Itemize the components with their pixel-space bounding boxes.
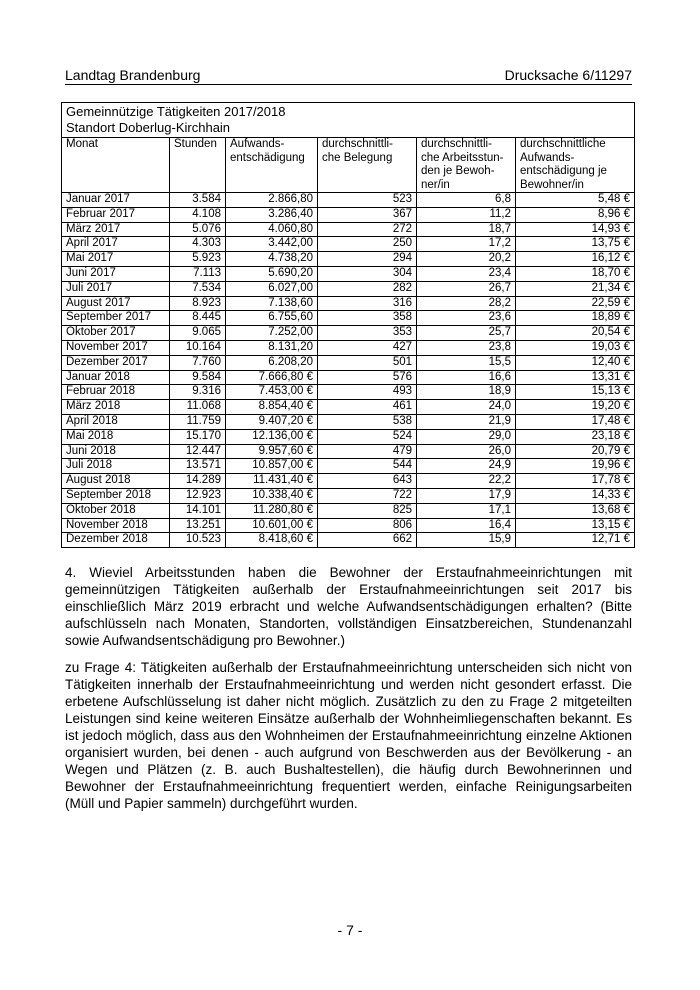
month-cell: März 2018 (62, 400, 170, 415)
month-cell: April 2018 (62, 414, 170, 429)
value-cell: 806 (318, 518, 417, 533)
value-cell: 23,18 € (516, 429, 635, 444)
value-cell: 14,33 € (516, 488, 635, 503)
value-cell: 576 (318, 370, 417, 385)
value-cell: 3.442,00 (226, 237, 318, 252)
table-row (62, 414, 635, 429)
value-cell: 282 (318, 281, 417, 296)
value-cell: 524 (318, 429, 417, 444)
value-cell: 10.164 (170, 340, 226, 355)
value-cell: 11,2 (417, 207, 516, 222)
value-cell: 427 (318, 340, 417, 355)
table-row (62, 281, 635, 296)
value-cell: 825 (318, 503, 417, 518)
table-row (62, 340, 635, 355)
value-cell: 24,9 (417, 459, 516, 474)
value-cell: 523 (318, 193, 417, 208)
value-cell: 19,20 € (516, 400, 635, 415)
value-cell: 16,12 € (516, 252, 635, 267)
table-title-line1: Gemeinnützige Tätigkeiten 2017/2018 (66, 104, 286, 119)
value-cell: 23,4 (417, 266, 516, 281)
value-cell: 8.854,40 € (226, 400, 318, 415)
header-document-number: Drucksache 6/11297 (504, 67, 632, 83)
value-cell: 13,15 € (516, 518, 635, 533)
value-cell: 12.447 (170, 444, 226, 459)
value-cell: 3.584 (170, 193, 226, 208)
page-header (65, 66, 632, 84)
value-cell: 23,8 (417, 340, 516, 355)
table-row (62, 400, 635, 415)
value-cell: 22,2 (417, 474, 516, 489)
value-cell: 25,7 (417, 326, 516, 341)
value-cell: 4.738,20 (226, 252, 318, 267)
table-row (62, 222, 635, 237)
table-row (62, 355, 635, 370)
table-row (62, 252, 635, 267)
value-cell: 7.113 (170, 266, 226, 281)
value-cell: 17,48 € (516, 414, 635, 429)
value-cell: 12,71 € (516, 533, 635, 548)
month-cell: Juli 2017 (62, 281, 170, 296)
value-cell: 18,7 (417, 222, 516, 237)
value-cell: 28,2 (417, 296, 516, 311)
value-cell: 12,40 € (516, 355, 635, 370)
value-cell: 24,0 (417, 400, 516, 415)
value-cell: 316 (318, 296, 417, 311)
value-cell: 643 (318, 474, 417, 489)
value-cell: 13,31 € (516, 370, 635, 385)
header-parliament-name: Landtag Brandenburg (65, 67, 201, 83)
month-cell: Januar 2017 (62, 193, 170, 208)
table-row (62, 311, 635, 326)
column-header: Monat (62, 138, 170, 193)
value-cell: 20,54 € (516, 326, 635, 341)
value-cell: 16,6 (417, 370, 516, 385)
header-rule (65, 84, 632, 85)
value-cell: 5.076 (170, 222, 226, 237)
value-cell: 19,96 € (516, 459, 635, 474)
value-cell: 11.431,40 € (226, 474, 318, 489)
value-cell: 7.453,00 € (226, 385, 318, 400)
value-cell: 15.170 (170, 429, 226, 444)
value-cell: 7.666,80 € (226, 370, 318, 385)
value-cell: 4.060,80 (226, 222, 318, 237)
table-row (62, 370, 635, 385)
value-cell: 15,13 € (516, 385, 635, 400)
column-header: durchschnittliche Aufwands- entschädigung je Bewohner/in (516, 138, 635, 193)
value-cell: 9.407,20 € (226, 414, 318, 429)
table-title-line2: Standort Doberlug-Kirchhain (66, 120, 231, 135)
value-cell: 7.138,60 (226, 296, 318, 311)
value-cell: 501 (318, 355, 417, 370)
table-row (62, 474, 635, 489)
value-cell: 10.857,00 € (226, 459, 318, 474)
value-cell: 18,89 € (516, 311, 635, 326)
table-title (62, 103, 635, 138)
month-cell: August 2017 (62, 296, 170, 311)
table-row (62, 385, 635, 400)
value-cell: 17,9 (417, 488, 516, 503)
value-cell: 21,34 € (516, 281, 635, 296)
value-cell: 12.136,00 € (226, 429, 318, 444)
value-cell: 722 (318, 488, 417, 503)
table-row (62, 237, 635, 252)
value-cell: 13,68 € (516, 503, 635, 518)
value-cell: 9.584 (170, 370, 226, 385)
activities-table (61, 102, 635, 548)
value-cell: 8.445 (170, 311, 226, 326)
question-4: 4. Wieviel Arbeitsstunden haben die Bewohner der Erstaufnahmeeinrichtungen mit gemeinnützigen Tätigkeiten außerhalb der Erstaufnahmeeinrichtungen seit 2017 bis einschließlich März 2019 erbracht und welche Aufwandsentschädigungen erhalten? (Bitte aufschlüsseln nach Monaten, Standorten, vollständigen Einsatzbereichen, Stundenanzahl sowie Aufwandsentschädigung pro Bewohner.) (65, 565, 632, 648)
month-cell: Mai 2018 (62, 429, 170, 444)
value-cell: 13.251 (170, 518, 226, 533)
value-cell: 5,48 € (516, 193, 635, 208)
value-cell: 461 (318, 400, 417, 415)
table-row (62, 326, 635, 341)
value-cell: 9.957,60 € (226, 444, 318, 459)
value-cell: 4.108 (170, 207, 226, 222)
table-row (62, 444, 635, 459)
value-cell: 6.027,00 (226, 281, 318, 296)
month-cell: Mai 2017 (62, 252, 170, 267)
value-cell: 11.759 (170, 414, 226, 429)
value-cell: 11.068 (170, 400, 226, 415)
value-cell: 6.208,20 (226, 355, 318, 370)
value-cell: 17,78 € (516, 474, 635, 489)
month-cell: Juni 2018 (62, 444, 170, 459)
value-cell: 6,8 (417, 193, 516, 208)
value-cell: 10.523 (170, 533, 226, 548)
value-cell: 6.755,60 (226, 311, 318, 326)
value-cell: 358 (318, 311, 417, 326)
table-row (62, 296, 635, 311)
value-cell: 8.923 (170, 296, 226, 311)
value-cell: 544 (318, 459, 417, 474)
value-cell: 5.690,20 (226, 266, 318, 281)
table-row (62, 266, 635, 281)
table-row (62, 518, 635, 533)
value-cell: 8.131,20 (226, 340, 318, 355)
month-cell: Dezember 2018 (62, 533, 170, 548)
answer-4: zu Frage 4: Tätigkeiten außerhalb der Erstaufnahmeeinrichtung unterscheiden sich nicht von Tätigkeiten innerhalb der Erstaufnahmeeinrichtung und werden nicht gesondert erfasst. Die erbetene Aufschlüsselung ist daher nicht möglich. Zusätzlich zu den zu Frage 2 mitgeteilten Leistungen sind keine weiteren Einsätze außerhalb der Wohnheimliegenschaften bekannt. Es ist jedoch möglich, dass aus den Wohnheimen der Erstaufnahmeeinrichtung einzelne Aktionen organisiert wurden, bei denen - auch aufgrund von Beschwerden aus der Bevölkerung - an Wegen und Plätzen (z. B. auch Bushaltestellen), die häufig durch Bewohnerinnen und Bewohner der Erstaufnahmeeinrichtung frequentiert werden, einfache Reinigungsarbeiten (Müll und Papier sammeln) durchgeführt wurden. (65, 660, 632, 811)
month-cell: Februar 2018 (62, 385, 170, 400)
value-cell: 7.534 (170, 281, 226, 296)
value-cell: 18,70 € (516, 266, 635, 281)
column-header: durchschnittli- che Arbeitsstun- den je Bewoh- ner/in (417, 138, 516, 193)
value-cell: 367 (318, 207, 417, 222)
column-header: Aufwands- entschädigung (226, 138, 318, 193)
value-cell: 21,9 (417, 414, 516, 429)
month-cell: November 2018 (62, 518, 170, 533)
value-cell: 26,0 (417, 444, 516, 459)
table-row (62, 429, 635, 444)
value-cell: 11.280,80 € (226, 503, 318, 518)
month-cell: Oktober 2018 (62, 503, 170, 518)
value-cell: 12.923 (170, 488, 226, 503)
value-cell: 7.760 (170, 355, 226, 370)
value-cell: 3.286,40 (226, 207, 318, 222)
month-cell: September 2018 (62, 488, 170, 503)
table-row (62, 503, 635, 518)
value-cell: 8,96 € (516, 207, 635, 222)
table-header-row (62, 138, 635, 193)
value-cell: 20,2 (417, 252, 516, 267)
month-cell: September 2017 (62, 311, 170, 326)
month-cell: November 2017 (62, 340, 170, 355)
column-header: durchschnittli- che Belegung (318, 138, 417, 193)
value-cell: 17,2 (417, 237, 516, 252)
month-cell: Juli 2018 (62, 459, 170, 474)
month-cell: April 2017 (62, 237, 170, 252)
month-cell: Februar 2017 (62, 207, 170, 222)
table-body (62, 193, 635, 548)
value-cell: 10.601,00 € (226, 518, 318, 533)
value-cell: 250 (318, 237, 417, 252)
month-cell: Dezember 2017 (62, 355, 170, 370)
value-cell: 29,0 (417, 429, 516, 444)
value-cell: 9.065 (170, 326, 226, 341)
value-cell: 8.418,60 € (226, 533, 318, 548)
value-cell: 304 (318, 266, 417, 281)
value-cell: 14,93 € (516, 222, 635, 237)
value-cell: 15,9 (417, 533, 516, 548)
value-cell: 4.303 (170, 237, 226, 252)
value-cell: 479 (318, 444, 417, 459)
table-row (62, 533, 635, 548)
value-cell: 13.571 (170, 459, 226, 474)
month-cell: Januar 2018 (62, 370, 170, 385)
value-cell: 26,7 (417, 281, 516, 296)
value-cell: 22,59 € (516, 296, 635, 311)
value-cell: 13,75 € (516, 237, 635, 252)
table-row (62, 207, 635, 222)
table-row (62, 193, 635, 208)
month-cell: August 2018 (62, 474, 170, 489)
value-cell: 18,9 (417, 385, 516, 400)
value-cell: 353 (318, 326, 417, 341)
table-row (62, 488, 635, 503)
value-cell: 538 (318, 414, 417, 429)
value-cell: 294 (318, 252, 417, 267)
value-cell: 20,79 € (516, 444, 635, 459)
value-cell: 19,03 € (516, 340, 635, 355)
value-cell: 493 (318, 385, 417, 400)
value-cell: 9.316 (170, 385, 226, 400)
value-cell: 14.289 (170, 474, 226, 489)
value-cell: 7.252,00 (226, 326, 318, 341)
value-cell: 2.866,80 (226, 193, 318, 208)
value-cell: 10.338,40 € (226, 488, 318, 503)
value-cell: 17,1 (417, 503, 516, 518)
column-header: Stunden (170, 138, 226, 193)
value-cell: 5.923 (170, 252, 226, 267)
month-cell: Oktober 2017 (62, 326, 170, 341)
value-cell: 272 (318, 222, 417, 237)
value-cell: 15,5 (417, 355, 516, 370)
page-number: - 7 - (337, 922, 363, 938)
value-cell: 662 (318, 533, 417, 548)
value-cell: 14.101 (170, 503, 226, 518)
month-cell: Juni 2017 (62, 266, 170, 281)
value-cell: 16,4 (417, 518, 516, 533)
table-row (62, 459, 635, 474)
value-cell: 23,6 (417, 311, 516, 326)
month-cell: März 2017 (62, 222, 170, 237)
